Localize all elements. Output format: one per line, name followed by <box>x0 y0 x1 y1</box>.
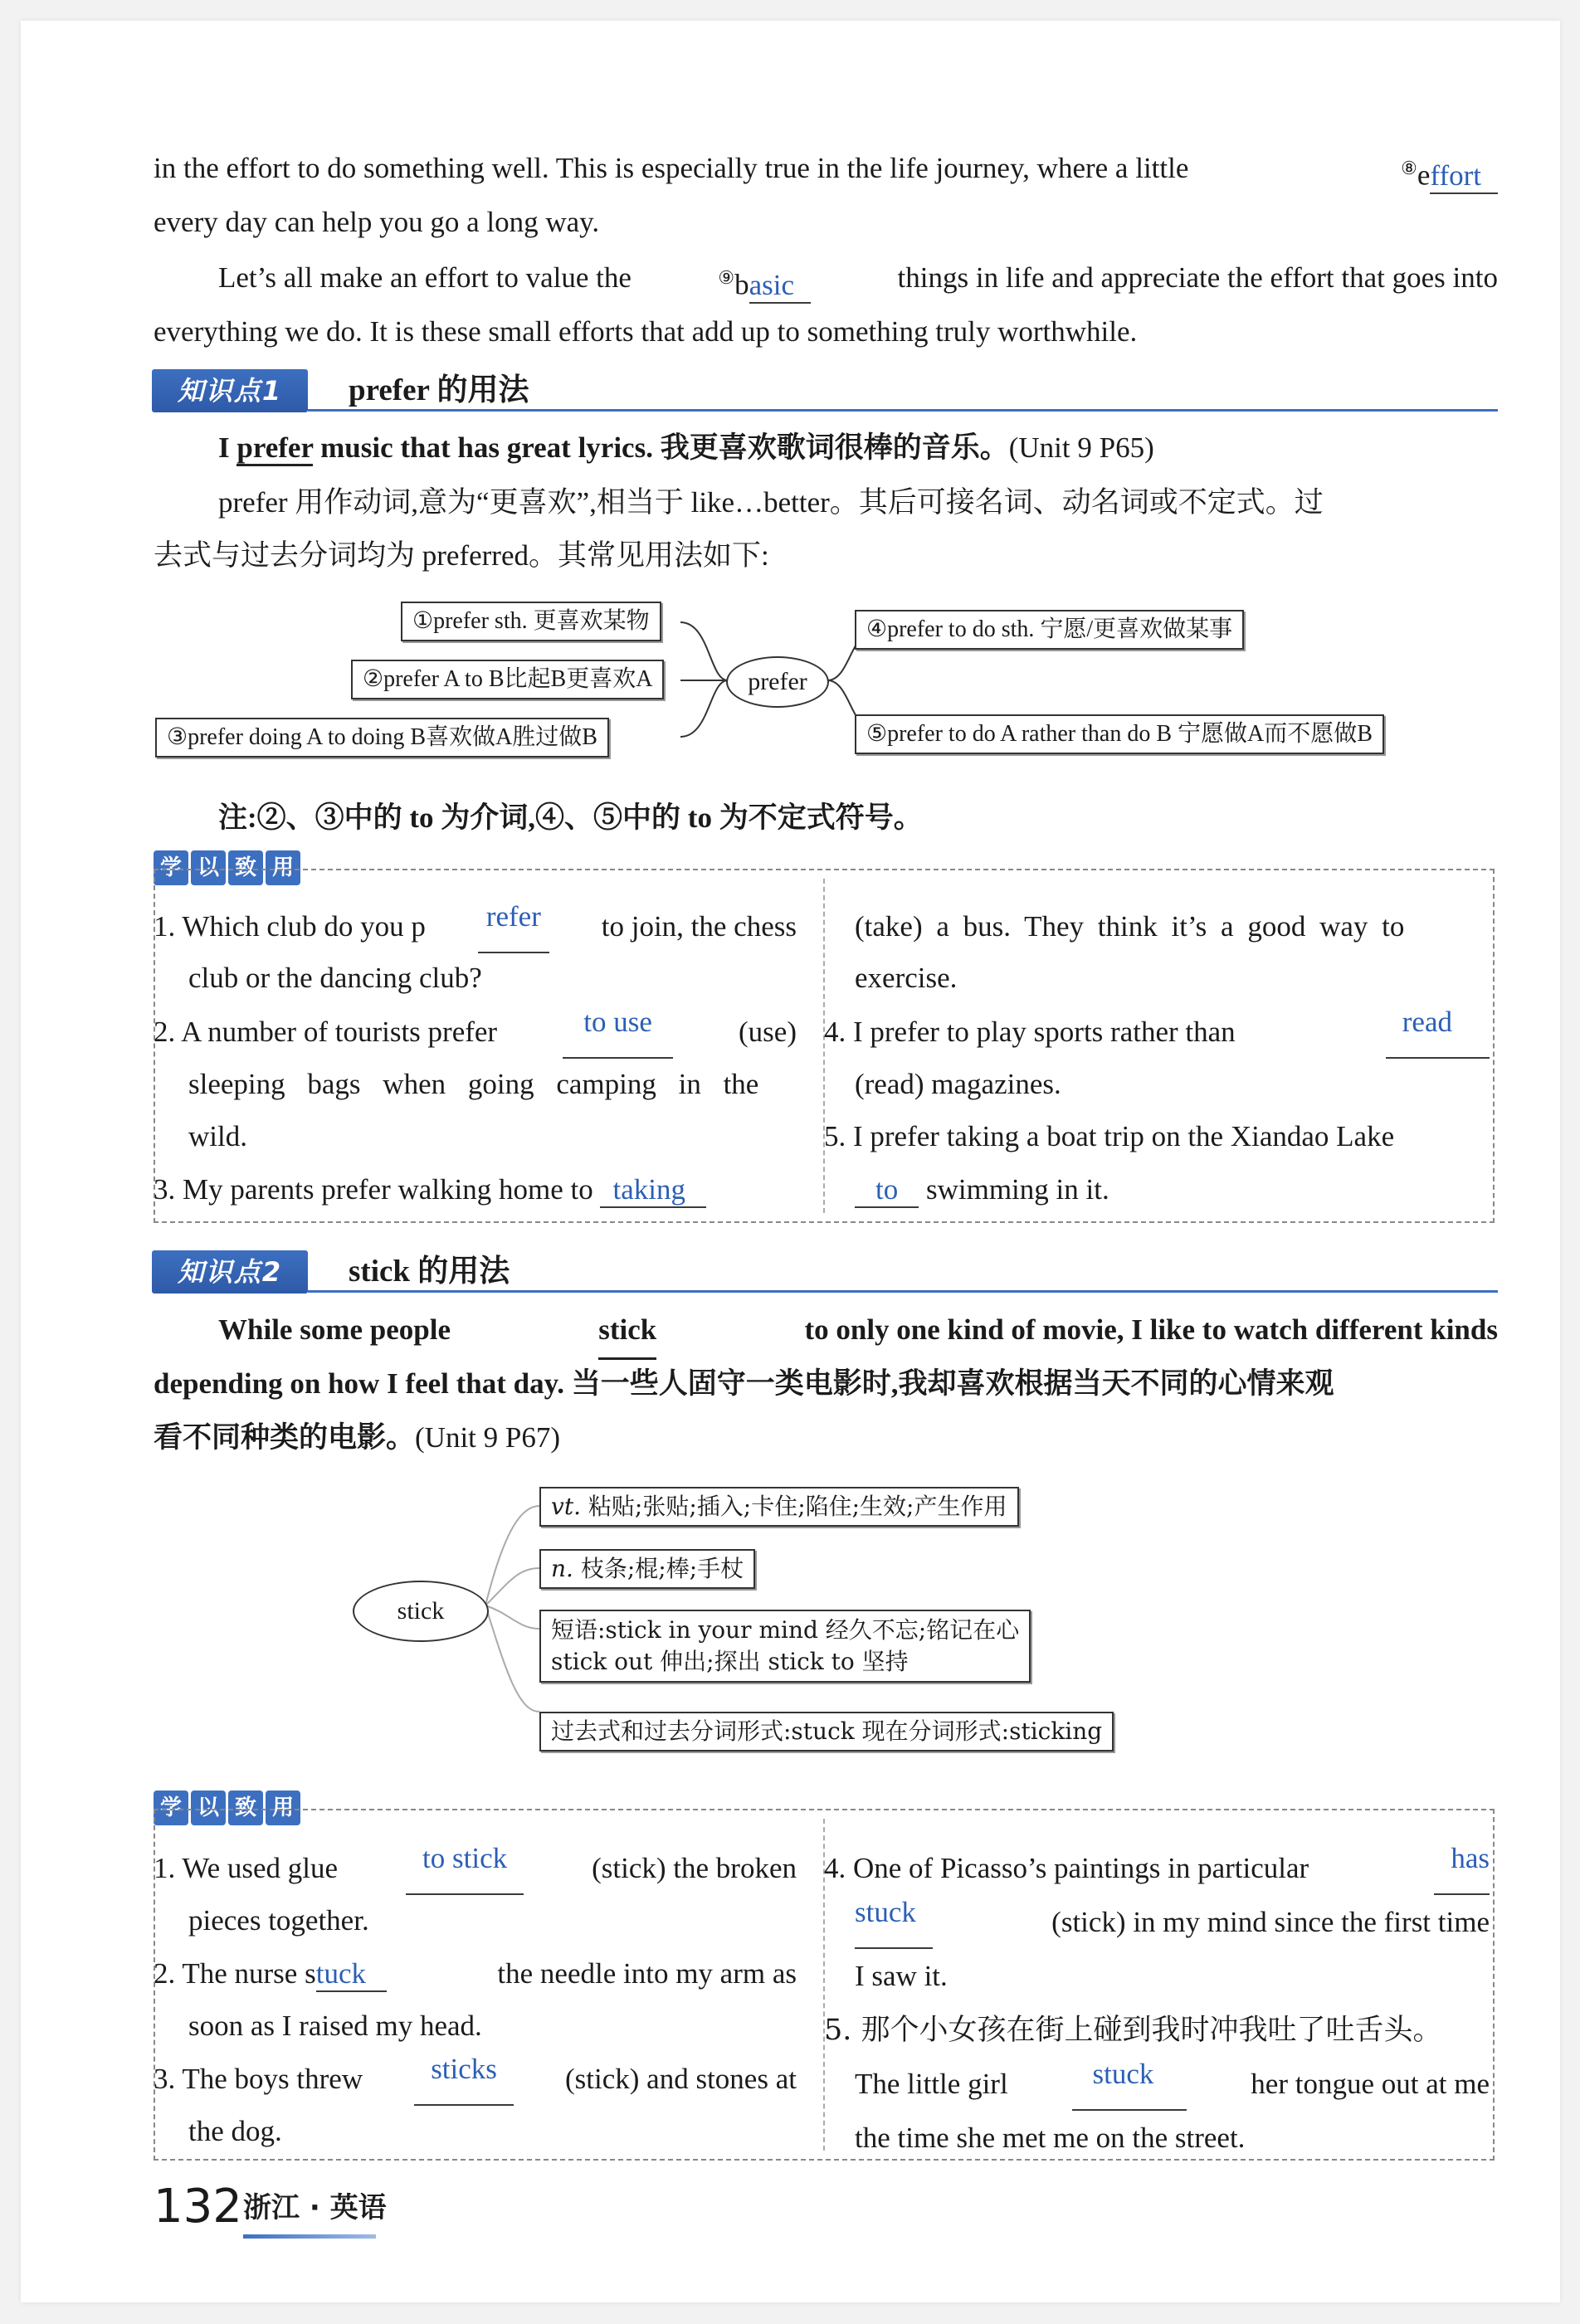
question-text: 2. The nurse s <box>154 1957 316 1990</box>
answer-blank: sticks <box>414 2053 514 2106</box>
question-text: 3. My parents prefer walking home to <box>154 1173 593 1206</box>
stick-phrases <box>539 1610 1031 1683</box>
passage-line-2: every day can help you go a long way. <box>154 206 600 238</box>
tag-char: 用 <box>266 850 300 885</box>
exercise-2-q4-cont: I saw it. <box>855 1960 948 1992</box>
answer-blank: to <box>855 1173 919 1208</box>
passage-text: Let’s all make an effort to value the <box>218 261 632 294</box>
exercise-2-q2 <box>154 1947 797 2000</box>
question-text: 2. A number of tourists prefer <box>154 1016 498 1048</box>
question-text: swimming in it. <box>925 1173 1109 1206</box>
exercise-2-q3 <box>154 2053 797 2106</box>
answer-blank: to stick <box>406 1842 524 1895</box>
source-ref: (Unit 9 P65) <box>1008 431 1154 464</box>
prefer-usage-2: ②prefer A to B比起B更喜欢A <box>351 660 664 699</box>
meaning-text: 粘贴;张贴;插入;卡住;陷住;生效;产生作用 <box>588 1493 1007 1520</box>
question-text: (use) <box>739 1016 797 1048</box>
workbook-page <box>21 21 1560 2302</box>
book-label: 浙江 · 英语 <box>243 2191 387 2224</box>
exercise-2-q3-cont: the dog. <box>188 2115 282 2147</box>
tag-char: 致 <box>228 850 263 885</box>
question-text: 1. We used glue <box>154 1852 339 1884</box>
exercise-1-q3-cont: (take) a bus. They think it’s a good way to <box>855 910 1405 943</box>
passage-text: in the effort to do something well. This is especially true in the life journey, where a little <box>154 152 1189 184</box>
knowledge-point-title: prefer 的用法 <box>349 373 529 407</box>
knowledge-point-tag: 知识点2 <box>152 1250 308 1294</box>
footer-underline <box>243 2234 376 2239</box>
example-sentence <box>218 421 1563 475</box>
key-word: prefer <box>237 431 313 466</box>
prefer-usage-4: ④prefer to do sth. 宁愿/更喜欢做某事 <box>855 610 1244 650</box>
prefer-usage-5: ⑤prefer to do A rather than do B 宁愿做A而不愿做B <box>855 714 1384 754</box>
question-text: (stick) the broken <box>592 1852 797 1884</box>
passage-line-4: everything we do. It is these small efforts that add up to something truly worthwhile. <box>154 315 1138 348</box>
tag-char: 以 <box>191 850 226 885</box>
question-text: 3. The boys threw <box>154 2063 363 2095</box>
desc-line-2: 去式与过去分词均为 preferred。其常见用法如下: <box>154 539 769 572</box>
answer-blank: stuck <box>855 1896 933 1949</box>
stick-meaning-verb <box>539 1487 1019 1527</box>
exercise-1-q2-cont: sleeping bags when going camping in the <box>188 1068 759 1100</box>
exercise-2-q2-cont: soon as I raised my head. <box>188 2010 482 2042</box>
tag-char: 致 <box>228 1791 263 1825</box>
exercise-2-q1-cont: pieces together. <box>188 1904 369 1937</box>
exercise-1-q5-cont <box>855 1163 1109 1216</box>
stick-hub: stick <box>353 1581 489 1642</box>
question-text: to join, the chess <box>601 910 797 943</box>
passage-line-1 <box>154 141 1498 203</box>
stick-meaning-noun <box>539 1549 755 1589</box>
exercise-2-q5-cont <box>855 2058 1490 2111</box>
source-ref: (Unit 9 P67) <box>415 1421 561 1454</box>
pos-label: vt. <box>551 1493 581 1520</box>
prefer-hub: prefer <box>726 656 829 708</box>
grammar-note: 注:②、③中的 to 为介词,④、⑤中的 to 为不定式符号。 <box>218 801 923 834</box>
desc-line-1: prefer 用作动词,意为“更喜欢”,相当于 like…better。其后可接名词、动名词或不定式。过 <box>218 486 1324 519</box>
pos-label: n. <box>551 1555 573 1582</box>
example-text: 看不同种类的电影。 <box>154 1421 416 1454</box>
key-word: stick <box>598 1303 656 1360</box>
tag-char: 用 <box>266 1791 300 1825</box>
exercise-1-q5: 5. I prefer taking a boat trip on the Xiandao Lake <box>824 1120 1395 1152</box>
answer-blank: asic <box>749 269 811 304</box>
exercise-1-q3 <box>154 1163 706 1216</box>
example-sentence-2-line-3 <box>154 1410 1498 1465</box>
exercise-1-q3-cont: exercise. <box>855 962 958 994</box>
answer-blank: has <box>1434 1842 1490 1895</box>
exercise-2-q4-cont <box>855 1896 1490 1949</box>
exercise-2-q5: 5. 那个小女孩在街上碰到我时冲我吐了吐舌头。 <box>824 2014 1442 2047</box>
question-text: the needle into my arm as <box>497 1957 797 1990</box>
answer-blank: ffort <box>1430 159 1498 194</box>
exercise-2-q1 <box>154 1842 797 1895</box>
exercise-1-q2-cont: wild. <box>188 1120 247 1152</box>
answer-blank: stuck <box>1072 2058 1187 2111</box>
stick-forms: 过去式和过去分词形式:stuck 现在分词形式:sticking <box>539 1712 1114 1752</box>
prefer-usage-3: ③prefer doing A to doing B喜欢做A胜过做B <box>155 718 609 758</box>
divider <box>308 409 1498 412</box>
exercise-1-q4-cont: (read) magazines. <box>855 1068 1061 1100</box>
question-text: 4. I prefer to play sports rather than <box>824 1016 1236 1048</box>
question-text: 4. One of Picasso’s paintings in particular <box>824 1852 1309 1884</box>
answer-blank: tuck <box>316 1957 387 1992</box>
exercise-2-q5-cont: the time she met me on the street. <box>855 2122 1246 2154</box>
knowledge-point-tag: 知识点1 <box>152 369 308 412</box>
tag-char: 学 <box>154 1791 188 1825</box>
page-number: 132 <box>154 2180 242 2234</box>
blank-number: ⑨ <box>718 267 735 288</box>
answer-blank: refer <box>478 900 549 953</box>
passage-text: things in life and appreciate the effort that goes into <box>897 261 1498 294</box>
answer-blank: taking <box>600 1173 705 1208</box>
meaning-text: 枝条;棍;棒;手杖 <box>580 1555 744 1582</box>
question-text: (stick) in my mind since the first time <box>1051 1906 1490 1938</box>
question-text: her tongue out at me <box>1251 2068 1490 2100</box>
knowledge-point-title: stick 的用法 <box>349 1255 510 1289</box>
tag-char: 学 <box>154 850 188 885</box>
example-text: I <box>218 431 230 464</box>
exercise-1-q2 <box>154 1006 797 1059</box>
example-text: to only one kind of movie, I like to watch different kinds <box>804 1313 1498 1346</box>
blank-letter: e <box>1417 158 1431 192</box>
example-text: While some people <box>218 1313 451 1346</box>
answer-blank: to use <box>563 1006 673 1059</box>
blank-letter: b <box>734 268 749 301</box>
blank-number: ⑧ <box>1401 158 1417 178</box>
exercise-2-q4 <box>824 1842 1490 1895</box>
example-sentence-2-line-1 <box>218 1303 1498 1360</box>
prefer-usage-1: ①prefer sth. 更喜欢某物 <box>401 602 661 641</box>
question-text: The little girl <box>855 2068 1008 2100</box>
question-text: 1. Which club do you p <box>154 910 426 943</box>
exercise-1-q1-cont: club or the dancing club? <box>188 962 482 994</box>
example-text: music that has great lyrics. 我更喜欢歌词很棒的音乐。 <box>320 431 1009 464</box>
question-text: (stick) and stones at <box>565 2063 797 2095</box>
phrase-line: 短语:stick in your mind 经久不忘;铭记在心 <box>551 1616 1020 1644</box>
answer-blank: read <box>1386 1006 1490 1059</box>
tag-char: 以 <box>191 1791 226 1825</box>
passage-line-3 <box>218 251 1498 313</box>
phrase-line: stick out 伸出;探出 stick to 坚持 <box>551 1648 909 1675</box>
example-sentence-2-line-2: depending on how I feel that day. 当一些人固守一类电影时,我却喜欢根据当天不同的心情来观 <box>154 1367 1334 1400</box>
exercise-1-q1 <box>154 900 797 953</box>
divider <box>308 1290 1498 1293</box>
exercise-1-q4 <box>824 1006 1490 1059</box>
